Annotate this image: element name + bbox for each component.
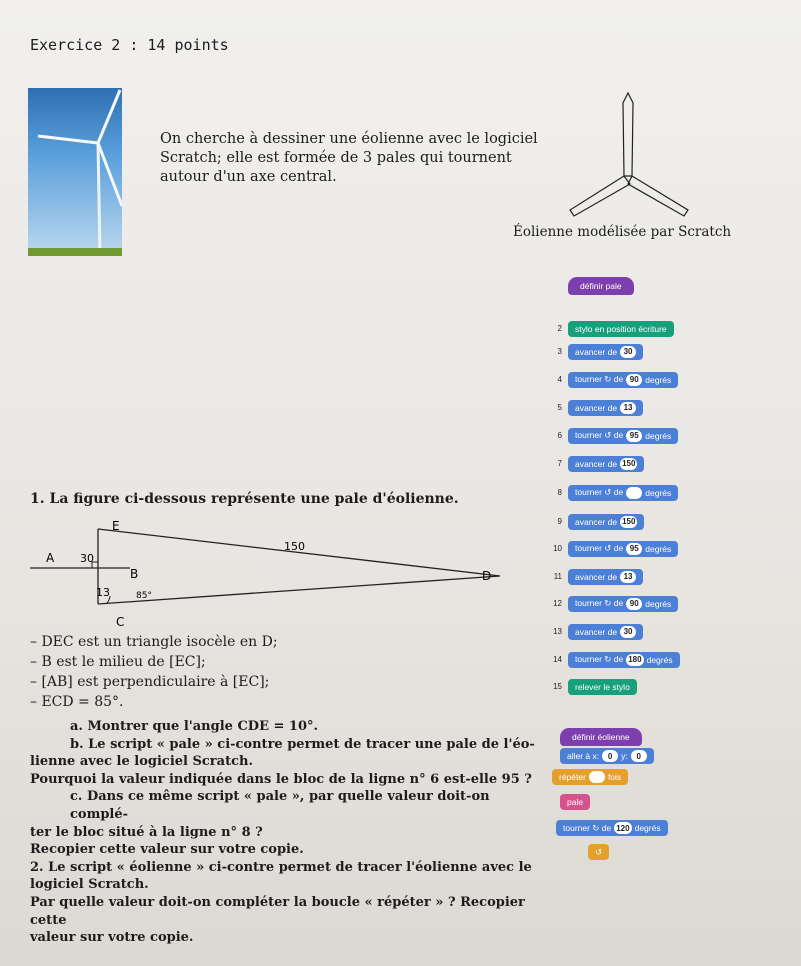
question-c-line2: ter le bloc situé à la ligne n° 8 ? (30, 824, 263, 840)
line-number: 8 (557, 488, 562, 497)
question-a: a. Montrer que l'angle CDE = 10°. (70, 719, 319, 734)
question-2-line1: 2. Le script « éolienne » ci-contre permet de tracer l'éolienne avec le (30, 859, 532, 875)
block-suffix: degrés (634, 823, 661, 833)
question-b-line3: Pourquoi la valeur indiquée dans le bloc de la ligne n° 6 est-elle 95 ? (30, 771, 532, 787)
script-line (546, 277, 634, 294)
scratch-block-motion[interactable] (568, 541, 678, 557)
scratch-block-def[interactable] (560, 728, 642, 746)
scratch-block-def[interactable] (568, 277, 634, 295)
block-suffix: fois (607, 772, 622, 782)
block-suffix: degrés (645, 487, 672, 498)
block-label: tourner ↺ de (575, 543, 624, 553)
scratch-block-motion[interactable] (556, 820, 668, 836)
block-label: relever le stylo (575, 681, 630, 692)
wind-turbine-photo (28, 88, 122, 256)
block-label: ↺ (595, 846, 603, 857)
block-value: 150 (622, 459, 636, 468)
block-value: 0 (631, 750, 647, 762)
line-number: 11 (553, 572, 562, 581)
block-label: tourner ↺ de (575, 487, 624, 497)
scratch-block-motion[interactable] (568, 652, 680, 668)
measure-ab: 30 (80, 552, 94, 565)
questions-block (30, 718, 550, 947)
scratch-block-motion[interactable] (568, 344, 643, 360)
line-number: 3 (557, 347, 562, 356)
intro-text: On cherche à dessiner une éolienne avec le logiciel Scratch; elle est formée de 3 pales qui tournent autour d'un axe central. (160, 131, 538, 185)
block-value: 13 (620, 402, 636, 414)
question-2-line4: valeur sur votre copie. (30, 930, 194, 946)
exercise-title: Exercice 2 : 14 points (30, 36, 229, 54)
block-label: tourner ↻ de (575, 374, 624, 384)
block-label: répéter (559, 772, 586, 782)
scratch-block-pen[interactable] (568, 321, 674, 337)
line-number: 13 (553, 627, 562, 636)
block-value: 95 (626, 430, 642, 442)
scratch-block-pink[interactable] (560, 794, 590, 810)
line-number: 14 (553, 655, 562, 664)
block-value (589, 771, 605, 783)
fact-item: – [AB] est perpendiculaire à [EC]; (30, 674, 270, 690)
line-number: 7 (557, 459, 562, 468)
block-label: avancer de (575, 571, 618, 582)
block-value: 90 (626, 598, 642, 610)
block-label: définir éolienne (572, 732, 630, 742)
line-number: 12 (553, 599, 562, 608)
block-suffix: degrés (645, 543, 672, 554)
script-line (560, 794, 590, 810)
scratch-block-motion[interactable] (568, 428, 678, 444)
script-line (546, 455, 644, 472)
script-line (546, 371, 678, 388)
block-label: tourner ↺ de (575, 430, 624, 440)
block-value: 30 (620, 626, 636, 638)
block-label: y: (621, 751, 628, 761)
question-c-line3: Recopier cette valeur sur votre copie. (30, 842, 304, 858)
measure-bc: 13 (96, 586, 110, 599)
script-line (556, 820, 668, 836)
block-value: 0 (602, 750, 618, 762)
block-value: 180 (628, 655, 642, 664)
block-value (626, 487, 642, 499)
script-line (546, 513, 644, 530)
grass-strip (28, 248, 122, 256)
block-label: tourner ↻ de (575, 654, 624, 664)
block-value: 13 (620, 571, 636, 583)
block-label: avancer de (575, 626, 618, 637)
script-line (546, 595, 678, 612)
block-value: 30 (620, 346, 636, 358)
block-value: 90 (626, 374, 642, 386)
script-line (560, 728, 642, 746)
script-line (546, 651, 680, 668)
fact-item: – DEC est un triangle isocèle en D; (30, 634, 278, 650)
line-number: 6 (557, 431, 562, 440)
script-line (546, 540, 678, 557)
measure-angle: 85° (136, 591, 152, 601)
scratch-block-motion[interactable] (560, 748, 654, 764)
fact-item: – ECD = 85°. (30, 694, 124, 710)
scratch-block-motion[interactable] (568, 596, 678, 612)
block-label: avancer de (575, 458, 618, 469)
script-line (546, 427, 678, 444)
script-line (546, 320, 674, 337)
line-number: 10 (553, 544, 562, 553)
diagram-caption: Éolienne modélisée par Scratch (513, 224, 732, 240)
scratch-block-orange[interactable] (588, 844, 609, 860)
script-line (546, 623, 643, 640)
fact-item: – B est le milieu de [EC]; (30, 654, 206, 670)
line-number: 4 (557, 375, 562, 384)
block-value: 95 (626, 543, 642, 555)
block-suffix: degrés (645, 374, 672, 385)
block-label: tourner ↻ de (575, 598, 624, 608)
block-value: 120 (616, 823, 630, 833)
script-line (546, 678, 637, 695)
facts-list (30, 632, 278, 712)
question-2-line3: Par quelle valeur doit-on compléter la boucle « répéter » ? Recopier cette (30, 894, 525, 928)
block-label: avancer de (575, 402, 618, 413)
script-line (546, 484, 678, 501)
script-line (560, 748, 654, 764)
label-c: C (116, 615, 125, 628)
block-suffix: degrés (645, 430, 672, 441)
blade-figure (30, 518, 510, 632)
question-b-line2: lienne avec le logiciel Scratch. (30, 754, 253, 770)
scratch-block-motion[interactable] (568, 514, 644, 530)
scratch-block-motion[interactable] (568, 372, 678, 388)
script-line (546, 568, 643, 585)
line-number: 9 (557, 517, 562, 526)
scratch-turbine-diagram (560, 88, 710, 223)
block-label: pale (567, 797, 584, 807)
label-a: A (46, 551, 55, 565)
scratch-block-motion[interactable] (568, 485, 678, 501)
scratch-block-motion[interactable] (568, 569, 643, 585)
question-b-line1: b. Le script « pale » ci-contre permet de tracer une pale de l'éo- (70, 736, 535, 752)
label-e: E (112, 519, 120, 533)
question-1-title: 1. La figure ci-dessous représente une pale d'éolienne. (30, 491, 459, 507)
measure-eb: 150 (284, 540, 305, 553)
block-suffix: degrés (646, 654, 673, 665)
block-value: 150 (622, 517, 636, 526)
scratch-block-motion[interactable] (568, 624, 643, 640)
line-number: 5 (557, 403, 562, 412)
block-suffix: degrés (645, 598, 672, 609)
line-number: 2 (557, 324, 562, 333)
block-label: avancer de (575, 346, 618, 357)
label-b: B (130, 567, 139, 581)
scratch-block-pen[interactable] (568, 679, 637, 695)
scratch-block-motion[interactable] (568, 456, 644, 472)
scratch-block-motion[interactable] (568, 400, 643, 416)
label-d: D (482, 569, 492, 583)
block-label: tourner ↻ de (563, 822, 612, 833)
line-number: 15 (553, 682, 562, 691)
block-label: avancer de (575, 516, 618, 527)
scratch-block-orange[interactable] (552, 769, 628, 785)
script-line (588, 844, 609, 860)
question-c-line1: c. Dans ce même script « pale », par quelle valeur doit-on complé- (70, 789, 490, 822)
script-line (546, 343, 643, 360)
block-label: stylo en position écriture (575, 323, 667, 334)
script-line (552, 769, 628, 785)
question-2-line2: logiciel Scratch. (30, 877, 149, 893)
block-label: aller à x: (567, 751, 600, 761)
script-line (546, 399, 643, 416)
block-label: définir pale (580, 280, 622, 291)
turbine-photo-drawing (28, 88, 122, 256)
